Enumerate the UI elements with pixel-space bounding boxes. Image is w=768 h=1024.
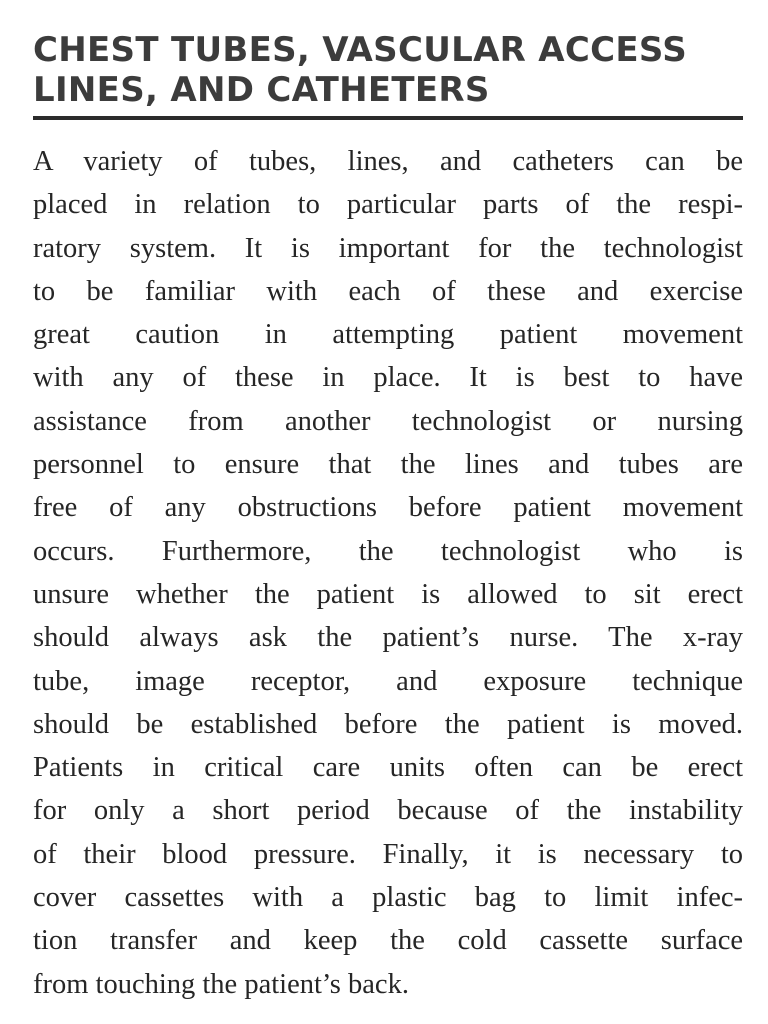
body-paragraph bbox=[33, 140, 743, 1006]
paragraph-line-20: from touching the patient’s back. bbox=[33, 968, 409, 1000]
paragraph-line-8: personnel to ensure that the lines and tubes are bbox=[33, 449, 743, 481]
paragraph-line-14: should be established before the patient is moved. bbox=[33, 708, 743, 740]
paragraph-line-15: Patients in critical care units often can be erect bbox=[33, 752, 743, 784]
paragraph-line-2: placed in relation to particular parts of the respi- bbox=[33, 189, 743, 221]
paragraph-line-7: assistance from another technologist or nursing bbox=[33, 405, 743, 437]
paragraph-line-19: tion transfer and keep the cold cassette surface bbox=[33, 925, 743, 957]
paragraph-line-6: with any of these in place. It is best to have bbox=[33, 362, 743, 394]
paragraph-line-3: ratory system. It is important for the technologist bbox=[33, 232, 743, 264]
section-heading-line-1: CHEST TUBES, VASCULAR ACCESS bbox=[33, 30, 687, 70]
paragraph-line-12: should always ask the patient’s nurse. The x-ray bbox=[33, 622, 743, 654]
paragraph-line-10: occurs. Furthermore, the technologist who is bbox=[33, 535, 743, 567]
section-heading bbox=[33, 30, 745, 110]
paragraph-line-16: for only a short period because of the instability bbox=[33, 795, 743, 827]
paragraph-line-5: great caution in attempting patient movement bbox=[33, 319, 743, 351]
paragraph-line-11: unsure whether the patient is allowed to sit erect bbox=[33, 578, 743, 610]
paragraph-line-9: free of any obstructions before patient movement bbox=[33, 492, 743, 524]
paragraph-line-1: A variety of tubes, lines, and catheters can be bbox=[33, 146, 743, 177]
heading-divider bbox=[33, 116, 743, 120]
paragraph-line-4: to be familiar with each of these and exercise bbox=[33, 275, 743, 307]
section-heading-line-2: LINES, AND CATHETERS bbox=[33, 70, 490, 110]
paragraph-line-13: tube, image receptor, and exposure technique bbox=[33, 665, 743, 697]
paragraph-line-17: of their blood pressure. Finally, it is necessary to bbox=[33, 838, 743, 870]
paragraph-line-18: cover cassettes with a plastic bag to limit infec- bbox=[33, 882, 743, 914]
